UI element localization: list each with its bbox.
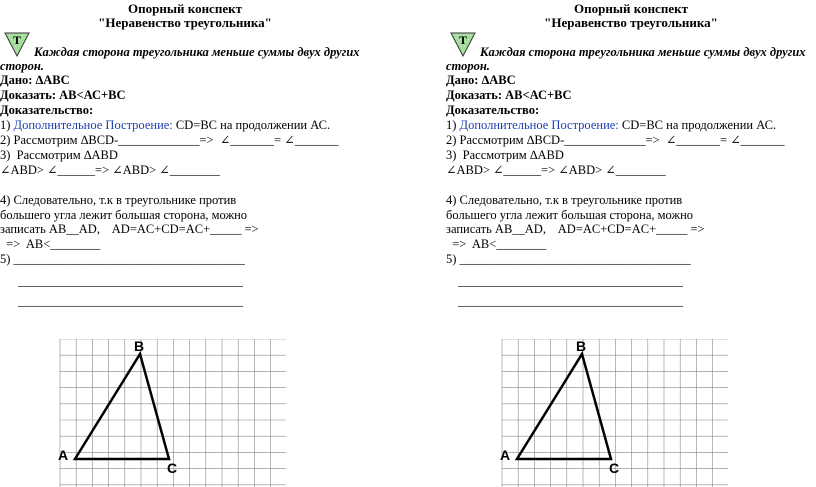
label-a: A — [500, 447, 511, 463]
step-4-line-2: большего угла лежит большая сторона, можно — [0, 208, 248, 222]
worksheet-right — [446, 0, 816, 487]
label-c: C — [167, 460, 178, 476]
label-c: C — [609, 460, 620, 476]
title-line-2: "Неравенство треугольника" — [544, 15, 718, 30]
theorem-triangle-icon — [4, 31, 30, 57]
step-4-line-2: большего угла лежит большая сторона, можно — [446, 208, 694, 222]
worksheet-left — [0, 0, 390, 487]
label-b: B — [576, 339, 587, 354]
step-2: 2) Рассмотрим ∆BCD-_____________=> ∠_______= ∠_______ — [0, 133, 339, 147]
theorem-triangle-icon — [450, 31, 476, 57]
construction-label: Дополнительное Построение: — [13, 118, 173, 132]
prove-line: Доказать: АВ<АС+ВС — [446, 88, 572, 102]
grid-drawing — [58, 339, 286, 487]
step-2: 2) Рассмотрим ∆BCD-_____________=> ∠_______= ∠_______ — [446, 133, 785, 147]
title-line-1: Опорный конспект — [574, 1, 688, 16]
badge-letter: Т — [458, 33, 468, 47]
given-line: Дано: ∆АВС — [446, 73, 516, 87]
step-5: 5) _____________________________________ — [446, 252, 691, 266]
step-4-line-4: => AB<________ — [0, 237, 101, 251]
blank-line: ____________________________________ — [458, 274, 683, 288]
prove-line: Доказать: АВ<АС+ВС — [0, 88, 126, 102]
triangle-abc — [517, 354, 611, 459]
step-4-line-4: => AB<________ — [446, 237, 547, 251]
step-4-line-3: записать АВ__AD, AD=AC+CD=AC+_____ => — [0, 222, 259, 236]
title-line-2: "Неравенство треугольника" — [98, 15, 272, 30]
grid-drawing — [500, 339, 728, 487]
triangle-abc — [75, 354, 169, 459]
step-5: 5) _____________________________________ — [0, 252, 245, 266]
step-3: 3) Рассмотрим ∆ABD — [446, 148, 564, 162]
title-line-1: Опорный конспект — [128, 1, 242, 16]
theorem-text: Каждая сторона треугольника меньше суммы двух других — [34, 45, 360, 59]
step-4-line-1: 4) Следовательно, т.к в треугольнике против — [446, 193, 683, 207]
blank-line: ____________________________________ — [18, 294, 243, 308]
step-4-line-3: записать АВ__AD, AD=AC+CD=AC+_____ => — [446, 222, 705, 236]
label-b: B — [134, 339, 145, 354]
blank-line: ____________________________________ — [458, 294, 683, 308]
proof-heading: Доказательство: — [0, 103, 94, 117]
badge-letter: Т — [12, 33, 22, 47]
theorem-text-cont: сторон. — [0, 59, 44, 73]
step-3-angles: ∠ABD> ∠______=> ∠ABD> ∠________ — [0, 163, 220, 177]
construction-label: Дополнительное Построение: — [459, 118, 619, 132]
theorem-text-cont: сторон. — [446, 59, 490, 73]
proof-heading: Доказательство: — [446, 103, 540, 117]
blank-line: ____________________________________ — [18, 274, 243, 288]
step-3: 3) Рассмотрим ∆ABD — [0, 148, 118, 162]
step-3-angles: ∠ABD> ∠______=> ∠ABD> ∠________ — [446, 163, 666, 177]
step-1: 1) Дополнительное Построение: CD=ВС на продолжении АС. — [446, 118, 777, 132]
given-line: Дано: ∆АВС — [0, 73, 70, 87]
theorem-text: Каждая сторона треугольника меньше суммы двух других — [480, 45, 806, 59]
step-4-line-1: 4) Следовательно, т.к в треугольнике против — [0, 193, 237, 207]
label-a: A — [58, 447, 69, 463]
step-1: 1) Дополнительное Построение: CD=ВС на продолжении АС. — [0, 118, 331, 132]
